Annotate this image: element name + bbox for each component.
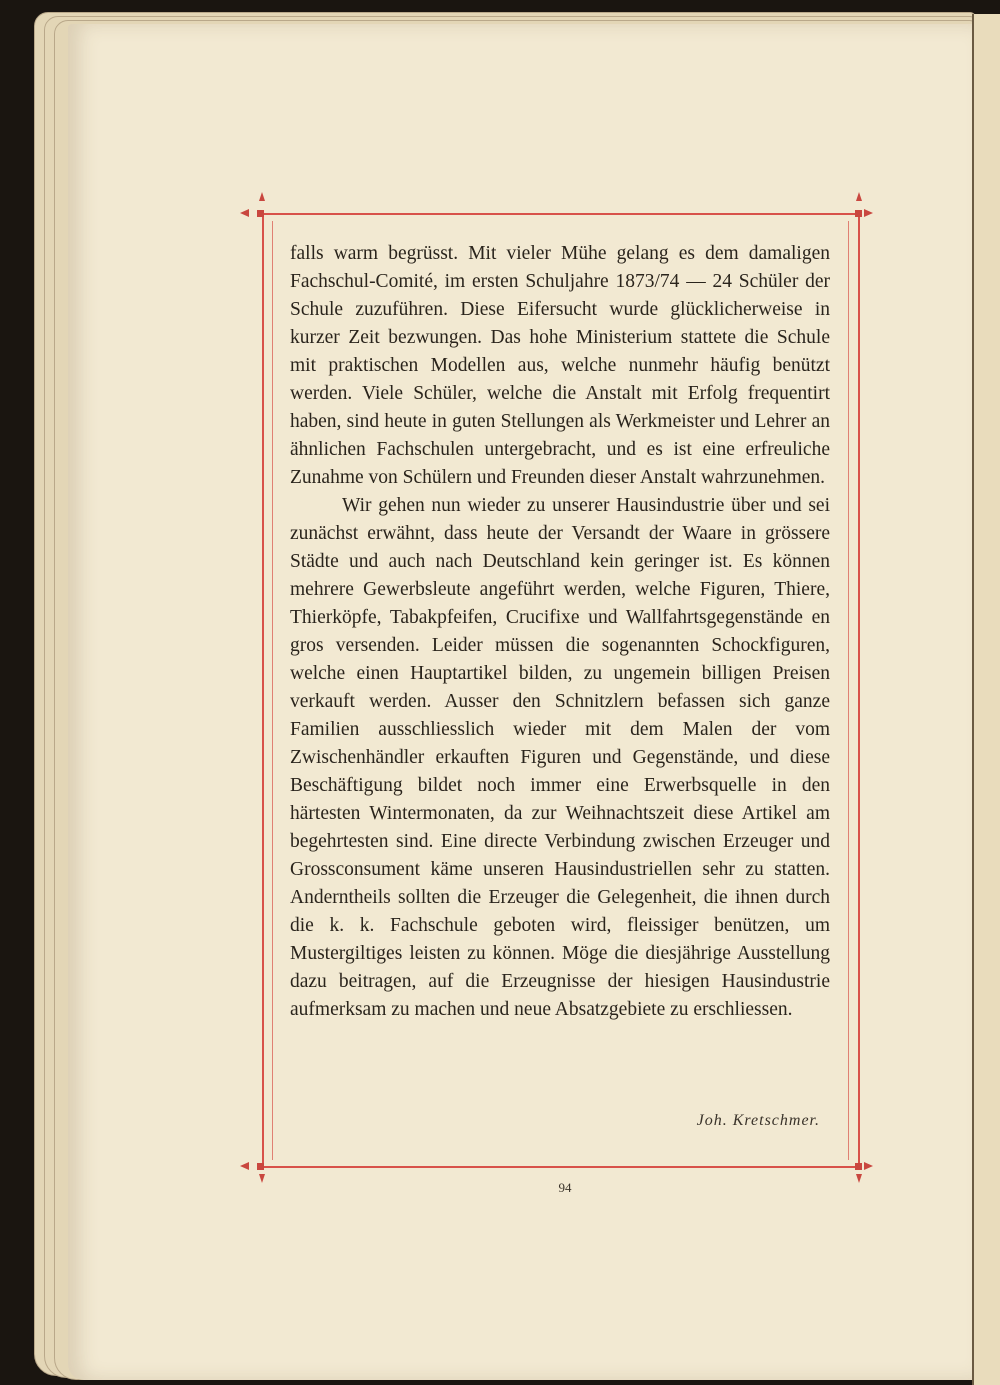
frame-right-inner-rule — [848, 221, 849, 1160]
corner-dot-icon — [855, 210, 862, 217]
corner-arrow-icon — [856, 1174, 862, 1183]
page-number: 94 — [558, 1180, 572, 1195]
author-signature: Joh. Kretschmer. — [696, 1112, 820, 1129]
paragraph: Wir gehen nun wieder zu unserer Hausindustrie über und sei zunächst erwähnt, dass heute der Versandt der Waare in grössere Städte und auch nach Deutschland kein geringer ist. Es können mehrere Gewerbsleute angeführt werden, welche Figuren, Thiere, Thierköpfe, Tabakpfeifen, Crucifixe und Wallfahrtsgegenstände en gros versenden. Leider müssen die sogenannten Schockfiguren, welche einen Hauptartikel bilden, zu ungemein billigen Preisen verkauft werden. Ausser den Schnitzlern befassen sich ganze Familien ausschliesslich wieder mit dem Malen der vom Zwischenhändler erkauften Figuren und Gegenstände, und diese Beschäftigung bildet noch immer eine Erwerbsquelle in den härtesten Wintermonaten, da zur Weihnachtszeit diese Artikel am begehrtesten sind. Eine directe Verbindung zwischen Erzeuger und Grossconsument käme unseren Hausindustriellen sehr zu statten. Anderntheils sollten die Erzeuger die Gelegenheit, die ihnen durch die k. k. Fachschule geboten wird, fleissiger benützen, um Mustergiltiges leisten zu können. Möge die diesjährige Ausstellung dazu beitragen, auf die Erzeugnisse der hiesigen Hausindustrie aufmerksam zu machen und neue Absatzgebiete zu erschliessen. — [290, 495, 830, 1020]
facing-page-edge — [972, 14, 1000, 1385]
frame-bottom-rule — [262, 1166, 860, 1168]
frame-top-rule — [262, 213, 860, 215]
corner-dot-icon — [855, 1163, 862, 1170]
corner-dot-icon — [257, 1163, 264, 1170]
frame-left-inner-rule — [272, 221, 273, 1160]
body-text — [290, 240, 830, 1024]
corner-arrow-icon — [240, 1162, 249, 1170]
corner-arrow-icon — [864, 209, 873, 217]
corner-arrow-icon — [259, 1174, 265, 1183]
frame-left-rule — [262, 213, 264, 1168]
corner-arrow-icon — [864, 1162, 873, 1170]
frame-right-rule — [858, 213, 860, 1168]
paragraph: falls warm begrüsst. Mit vieler Mühe gelang es dem damaligen Fachschul-Comité, im ersten Schuljahre 1873/74 — 24 Schüler der Schule zuzuführen. Diese Eifersucht wurde glücklicherweise in kurzer Zeit bezwungen. Das hohe Ministerium stattete die Schule mit praktischen Modellen aus, welche nunmehr häufig benützt werden. Viele Schüler, welche die Anstalt mit Erfolg frequentirt haben, sind heute in guten Stellungen als Werkmeister und Lehrer an ähnlichen Fachschulen untergebracht, und es ist eine erfreuliche Zunahme von Schülern und Freunden dieser Anstalt wahrzunehmen. — [290, 243, 830, 488]
corner-arrow-icon — [856, 192, 862, 201]
corner-arrow-icon — [240, 209, 249, 217]
corner-arrow-icon — [259, 192, 265, 201]
corner-dot-icon — [257, 210, 264, 217]
